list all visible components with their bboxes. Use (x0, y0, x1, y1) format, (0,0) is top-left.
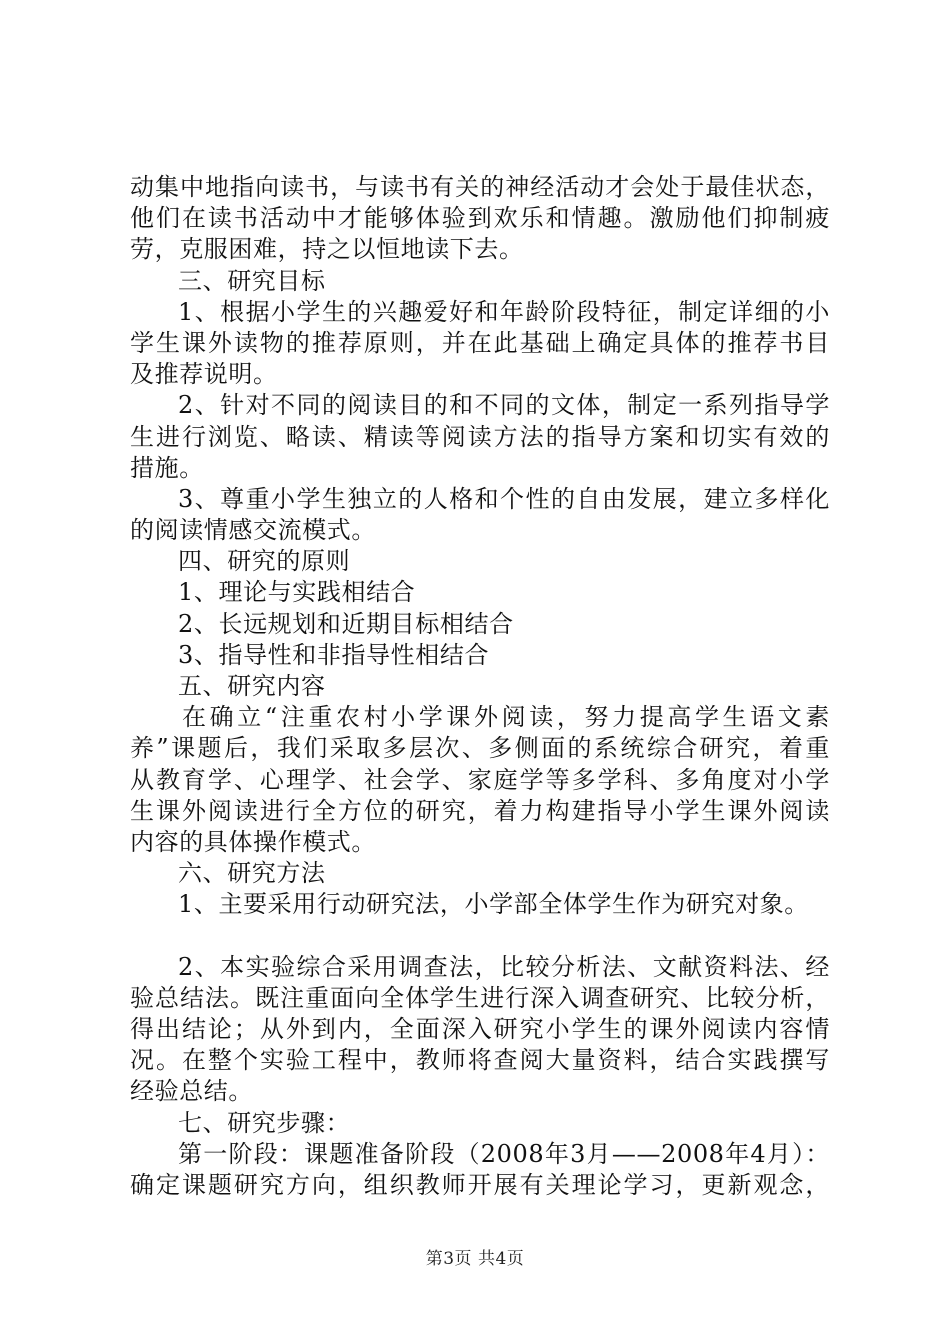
paragraph-objective-3 (130, 484, 830, 546)
text-line: 确定课题研究方向，组织教师开展有关理论学习，更新观念， (130, 1171, 830, 1199)
text-line: 从教育学、心理学、社会学、家庭学等多学科、多角度对小学 (130, 765, 830, 794)
section-heading-content: 五、研究内容 (178, 672, 326, 700)
document-body (130, 172, 830, 1201)
principle-item: 3、指导性和非指导性相结合 (178, 640, 490, 669)
text-line: 经验总结。 (130, 1077, 253, 1106)
section-heading-methods: 六、研究方法 (178, 859, 326, 888)
text-line: 2、本实验综合采用调查法，比较分析法、文献资料法、经 (178, 952, 830, 981)
text-line: 生进行浏览、略读、精读等阅读方法的指导方案和切实有效的 (130, 422, 830, 451)
text-line: 的阅读情感交流模式。 (130, 516, 376, 545)
text-line: 及推荐说明。 (130, 360, 278, 389)
text-line: 得出结论；从外到内，全面深入研究小学生的课外阅读内容情 (130, 1015, 830, 1044)
text-line: 验总结法。既注重面向全体学生进行深入调查研究、比较分析， (130, 983, 830, 1012)
method-item: 1、主要采用行动研究法，小学部全体学生作为研究对象。 (178, 890, 809, 919)
text-line: 他们在读书活动中才能够体验到欢乐和情趣。激励他们抑制疲 (130, 204, 830, 233)
text-line: 内容的具体操作模式。 (130, 827, 376, 856)
text-line: 第一阶段：课题准备阶段（2008年3月——2008年4月）： (178, 1139, 830, 1168)
text-line: 1、根据小学生的兴趣爱好和年龄阶段特征，制定详细的小 (178, 297, 830, 326)
text-line: 在确立“注重农村小学课外阅读，努力提高学生语文素 (182, 703, 830, 732)
section-heading-principles: 四、研究的原则 (178, 547, 351, 576)
text-line: 3、尊重小学生独立的人格和个性的自由发展，建立多样化 (178, 484, 830, 513)
text-line: 劳，克服困难，持之以恒地读下去。 (130, 235, 524, 264)
principle-item: 1、理论与实践相结合 (178, 578, 416, 607)
paragraph-method-2 (130, 952, 830, 1108)
text-line: 措施。 (130, 453, 204, 482)
text-line: 学生课外读物的推荐原则，并在此基础上确定具体的推荐书目 (130, 328, 830, 357)
text-line: 生课外阅读进行全方位的研究，着力构建指导小学生课外阅读 (130, 796, 830, 825)
blank-line (130, 921, 830, 952)
paragraph-research-content (130, 702, 830, 858)
section-heading-steps: 七、研究步骤： (178, 1108, 351, 1137)
section-heading-objectives: 三、研究目标 (178, 266, 326, 295)
text-line: 2、针对不同的阅读目的和不同的文体，制定一系列指导学 (178, 391, 830, 420)
paragraph-stage-1 (130, 1139, 830, 1201)
text-line: 动集中地指向读书，与读书有关的神经活动才会处于最佳状态， (130, 173, 830, 201)
paragraph-objective-1 (130, 297, 830, 391)
paragraph-objective-2 (130, 390, 830, 484)
paragraph-1 (130, 172, 830, 266)
text-line: 况。在整个实验工程中，教师将查阅大量资料，结合实践撰写 (130, 1046, 830, 1075)
page-number-footer: 第3页 共4页 (425, 1249, 525, 1269)
text-line: 养”课题后，我们采取多层次、多侧面的系统综合研究，着重 (130, 734, 830, 763)
principle-item: 2、长远规划和近期目标相结合 (178, 609, 514, 638)
